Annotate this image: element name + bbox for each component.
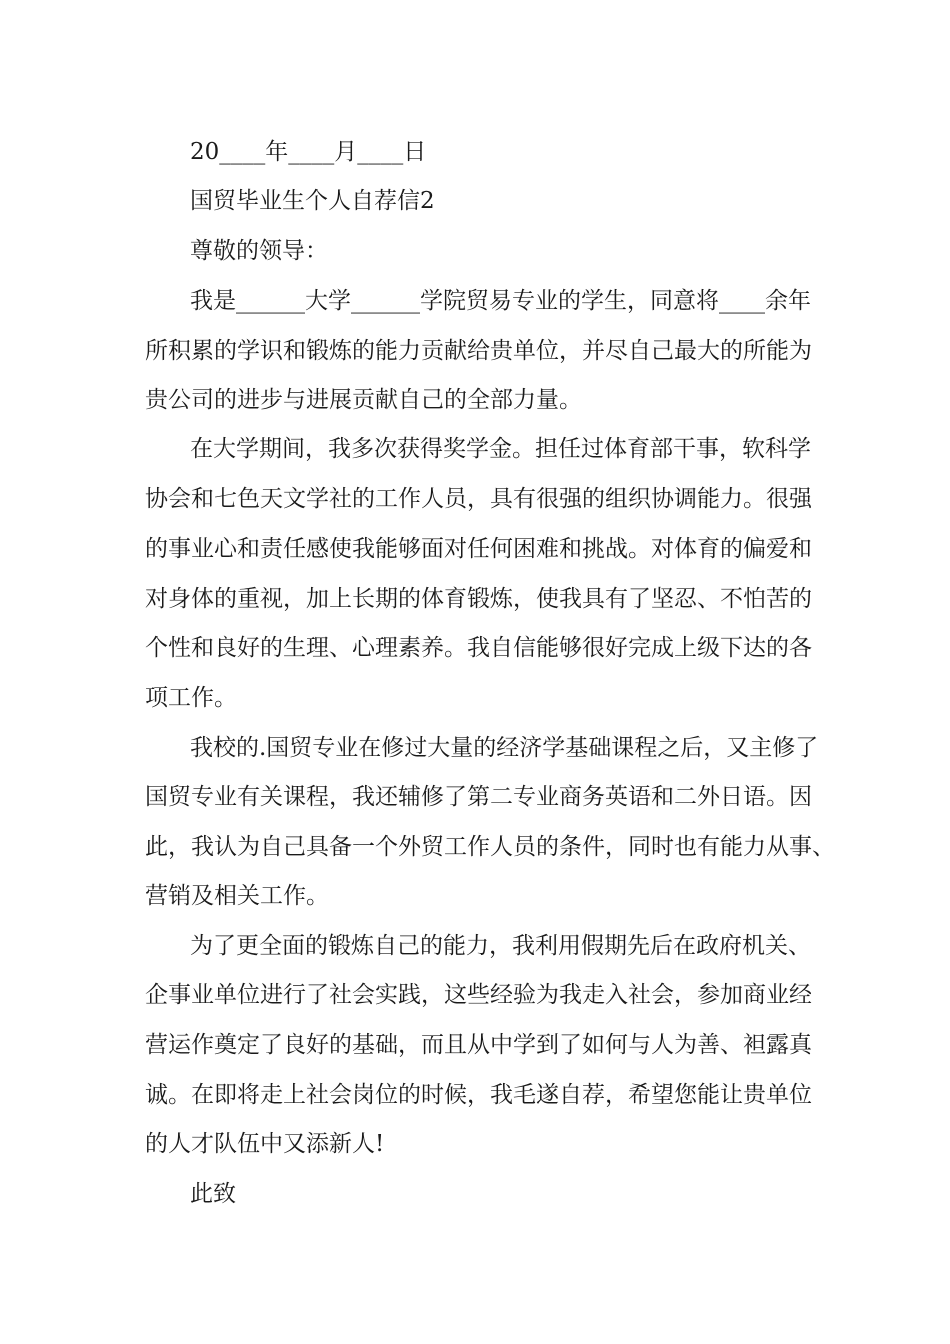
paragraph-line: 营运作奠定了良好的基础，而且从中学到了如何与人为善、袒露真 xyxy=(145,1032,812,1058)
paragraph-line: 在大学期间，我多次获得奖学金。担任过体育部干事，软科学 xyxy=(190,436,811,462)
paragraph-line: 营销及相关工作。 xyxy=(145,883,329,909)
paragraph-line: 企事业单位进行了社会实践，这些经验为我走入社会，参加商业经 xyxy=(145,982,812,1008)
paragraph-line: 协会和七色天文学社的工作人员，具有很强的组织协调能力。很强 xyxy=(145,486,812,512)
document-title: 国贸毕业生个人自荐信2 xyxy=(190,188,435,214)
paragraph-line: 贵公司的进步与进展贡献自己的全部力量。 xyxy=(145,387,582,413)
closing: 此致 xyxy=(190,1181,236,1207)
paragraph-line: 此，我认为自己具备一个外贸工作人员的条件，同时也有能力从事、 xyxy=(145,834,835,860)
paragraph-line: 国贸专业有关课程，我还辅修了第二专业商务英语和二外日语。因 xyxy=(145,784,812,810)
paragraph-line: 项工作。 xyxy=(145,685,237,711)
date-line: 20____年____月____日 xyxy=(190,139,427,165)
paragraph-line: 所积累的学识和锻炼的能力贡献给贵单位，并尽自己最大的所能为 xyxy=(145,338,812,364)
paragraph-line: 对身体的重视，加上长期的体育锻炼，使我具有了坚忍、不怕苦的 xyxy=(145,586,812,612)
paragraph-line: 的人才队伍中又添新人! xyxy=(145,1131,385,1157)
paragraph-line: 我是______大学______学院贸易专业的学生，同意将____余年 xyxy=(190,288,811,314)
salutation: 尊敬的领导： xyxy=(190,238,328,264)
paragraph-line: 的事业心和责任感使我能够面对任何困难和挑战。对体育的偏爱和 xyxy=(145,536,812,562)
paragraph-line: 个性和良好的生理、心理素养。我自信能够很好完成上级下达的各 xyxy=(145,635,812,661)
paragraph-line: 我校的.国贸专业在修过大量的经济学基础课程之后，又主修了 xyxy=(190,735,819,761)
paragraph-line: 为了更全面的锻炼自己的能力，我利用假期先后在政府机关、 xyxy=(190,933,811,959)
paragraph-line: 诚。在即将走上社会岗位的时候，我毛遂自荐，希望您能让贵单位 xyxy=(145,1082,812,1108)
